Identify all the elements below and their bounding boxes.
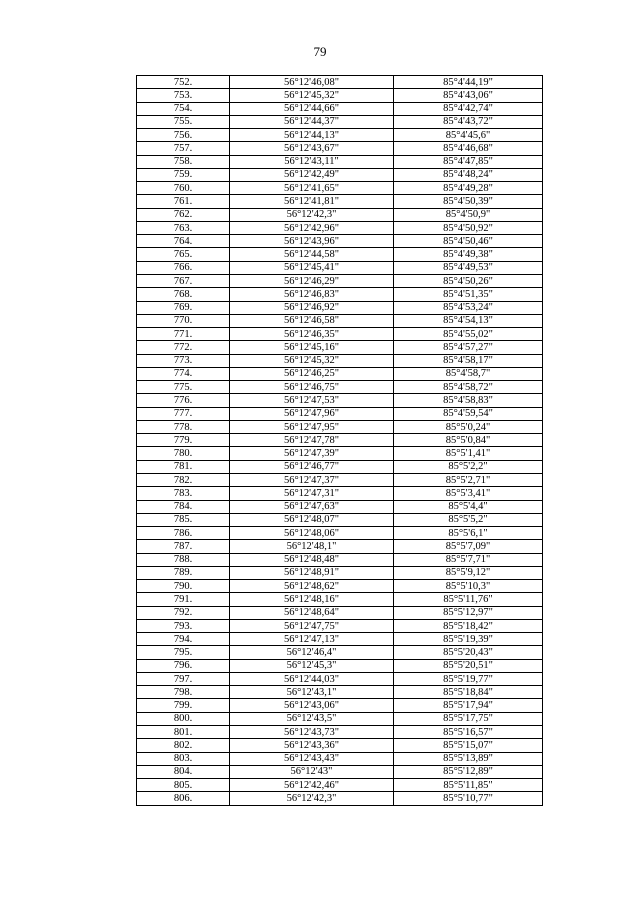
coordinates-table-body (137, 76, 543, 806)
longitude-cell: 85°4'58,83" (394, 394, 543, 407)
latitude-cell: 56°12'43,11" (230, 155, 394, 168)
point-number-cell: 771. (137, 328, 230, 341)
table-row (137, 672, 543, 685)
point-number-cell: 772. (137, 341, 230, 354)
table-row (137, 633, 543, 646)
table-row (137, 540, 543, 553)
longitude-cell: 85°5'2,2" (394, 460, 543, 473)
point-number-cell: 763. (137, 221, 230, 234)
point-number-cell: 801. (137, 726, 230, 739)
table-row (137, 89, 543, 102)
table-row (137, 765, 543, 778)
latitude-cell: 56°12'46,58" (230, 314, 394, 327)
point-number-cell: 785. (137, 513, 230, 526)
point-number-cell: 794. (137, 633, 230, 646)
point-number-cell: 773. (137, 354, 230, 367)
longitude-cell: 85°5'18,84" (394, 686, 543, 699)
table-row (137, 155, 543, 168)
table-row (137, 367, 543, 380)
table-row (137, 460, 543, 473)
latitude-cell: 56°12'47,96" (230, 407, 394, 420)
latitude-cell: 56°12'46,29" (230, 274, 394, 287)
longitude-cell: 85°5'16,57" (394, 726, 543, 739)
table-row (137, 699, 543, 712)
table-row (137, 593, 543, 606)
longitude-cell: 85°4'50,46" (394, 235, 543, 248)
table-row (137, 301, 543, 314)
point-number-cell: 761. (137, 195, 230, 208)
point-number-cell: 789. (137, 566, 230, 579)
latitude-cell: 56°12'46,4" (230, 646, 394, 659)
latitude-cell: 56°12'43,36" (230, 739, 394, 752)
point-number-cell: 765. (137, 248, 230, 261)
table-row (137, 659, 543, 672)
table-row (137, 779, 543, 792)
table-row (137, 182, 543, 195)
point-number-cell: 767. (137, 274, 230, 287)
point-number-cell: 756. (137, 129, 230, 142)
table-row (137, 394, 543, 407)
point-number-cell: 777. (137, 407, 230, 420)
longitude-cell: 85°5'9,12" (394, 566, 543, 579)
latitude-cell: 56°12'43,5" (230, 712, 394, 725)
latitude-cell: 56°12'43,1" (230, 686, 394, 699)
point-number-cell: 762. (137, 208, 230, 221)
table-row (137, 434, 543, 447)
longitude-cell: 85°4'51,35" (394, 288, 543, 301)
point-number-cell: 782. (137, 473, 230, 486)
table-row (137, 341, 543, 354)
latitude-cell: 56°12'42,46" (230, 779, 394, 792)
latitude-cell: 56°12'44,03" (230, 672, 394, 685)
point-number-cell: 778. (137, 420, 230, 433)
latitude-cell: 56°12'47,53" (230, 394, 394, 407)
longitude-cell: 85°4'57,27" (394, 341, 543, 354)
table-row (137, 288, 543, 301)
latitude-cell: 56°12'43,06" (230, 699, 394, 712)
latitude-cell: 56°12'48,91" (230, 566, 394, 579)
point-number-cell: 799. (137, 699, 230, 712)
latitude-cell: 56°12'48,62" (230, 580, 394, 593)
longitude-cell: 85°5'20,51" (394, 659, 543, 672)
longitude-cell: 85°5'3,41" (394, 487, 543, 500)
point-number-cell: 775. (137, 381, 230, 394)
table-row (137, 314, 543, 327)
point-number-cell: 776. (137, 394, 230, 407)
table-row (137, 354, 543, 367)
point-number-cell: 804. (137, 765, 230, 778)
longitude-cell: 85°5'19,77" (394, 672, 543, 685)
table-row (137, 580, 543, 593)
point-number-cell: 766. (137, 261, 230, 274)
longitude-cell: 85°5'0,84" (394, 434, 543, 447)
longitude-cell: 85°4'49,38" (394, 248, 543, 261)
table-row (137, 447, 543, 460)
point-number-cell: 802. (137, 739, 230, 752)
longitude-cell: 85°5'2,71" (394, 473, 543, 486)
table-row (137, 168, 543, 181)
longitude-cell: 85°5'10,3" (394, 580, 543, 593)
longitude-cell: 85°5'7,71" (394, 553, 543, 566)
latitude-cell: 56°12'48,48" (230, 553, 394, 566)
table-row (137, 420, 543, 433)
longitude-cell: 85°4'49,53" (394, 261, 543, 274)
latitude-cell: 56°12'42,3" (230, 208, 394, 221)
point-number-cell: 796. (137, 659, 230, 672)
point-number-cell: 803. (137, 752, 230, 765)
point-number-cell: 774. (137, 367, 230, 380)
table-row (137, 261, 543, 274)
latitude-cell: 56°12'47,37" (230, 473, 394, 486)
latitude-cell: 56°12'42,49" (230, 168, 394, 181)
longitude-cell: 85°5'12,97" (394, 606, 543, 619)
table-row (137, 328, 543, 341)
longitude-cell: 85°5'4,4" (394, 500, 543, 513)
point-number-cell: 784. (137, 500, 230, 513)
longitude-cell: 85°4'55,02" (394, 328, 543, 341)
longitude-cell: 85°5'10,77" (394, 792, 543, 805)
longitude-cell: 85°4'48,24" (394, 168, 543, 181)
point-number-cell: 755. (137, 115, 230, 128)
latitude-cell: 56°12'43,43" (230, 752, 394, 765)
latitude-cell: 56°12'46,83" (230, 288, 394, 301)
longitude-cell: 85°4'43,06" (394, 89, 543, 102)
point-number-cell: 781. (137, 460, 230, 473)
table-row (137, 513, 543, 526)
longitude-cell: 85°4'43,72" (394, 115, 543, 128)
longitude-cell: 85°4'44,19" (394, 76, 543, 89)
table-row (137, 646, 543, 659)
longitude-cell: 85°5'19,39" (394, 633, 543, 646)
point-number-cell: 798. (137, 686, 230, 699)
latitude-cell: 56°12'46,08" (230, 76, 394, 89)
table-row (137, 274, 543, 287)
latitude-cell: 56°12'44,58" (230, 248, 394, 261)
point-number-cell: 770. (137, 314, 230, 327)
latitude-cell: 56°12'43" (230, 765, 394, 778)
point-number-cell: 764. (137, 235, 230, 248)
longitude-cell: 85°4'53,24" (394, 301, 543, 314)
latitude-cell: 56°12'43,67" (230, 142, 394, 155)
table-row (137, 712, 543, 725)
latitude-cell: 56°12'45,32" (230, 354, 394, 367)
latitude-cell: 56°12'44,66" (230, 102, 394, 115)
point-number-cell: 754. (137, 102, 230, 115)
latitude-cell: 56°12'47,78" (230, 434, 394, 447)
point-number-cell: 793. (137, 619, 230, 632)
longitude-cell: 85°5'1,41" (394, 447, 543, 460)
table-row (137, 235, 543, 248)
point-number-cell: 783. (137, 487, 230, 500)
longitude-cell: 85°5'11,85" (394, 779, 543, 792)
table-row (137, 792, 543, 805)
point-number-cell: 769. (137, 301, 230, 314)
point-number-cell: 788. (137, 553, 230, 566)
point-number-cell: 780. (137, 447, 230, 460)
latitude-cell: 56°12'46,75" (230, 381, 394, 394)
latitude-cell: 56°12'46,35" (230, 328, 394, 341)
latitude-cell: 56°12'47,95" (230, 420, 394, 433)
table-row (137, 142, 543, 155)
table-row (137, 752, 543, 765)
longitude-cell: 85°5'7,09" (394, 540, 543, 553)
longitude-cell: 85°4'58,17" (394, 354, 543, 367)
longitude-cell: 85°4'58,72" (394, 381, 543, 394)
longitude-cell: 85°5'20,43" (394, 646, 543, 659)
longitude-cell: 85°5'15,07" (394, 739, 543, 752)
latitude-cell: 56°12'48,07" (230, 513, 394, 526)
latitude-cell: 56°12'42,96" (230, 221, 394, 234)
latitude-cell: 56°12'46,77" (230, 460, 394, 473)
latitude-cell: 56°12'46,25" (230, 367, 394, 380)
longitude-cell: 85°5'6,1" (394, 527, 543, 540)
table-row (137, 473, 543, 486)
latitude-cell: 56°12'43,96" (230, 235, 394, 248)
longitude-cell: 85°4'54,13" (394, 314, 543, 327)
table-row (137, 129, 543, 142)
latitude-cell: 56°12'45,32" (230, 89, 394, 102)
latitude-cell: 56°12'46,92" (230, 301, 394, 314)
longitude-cell: 85°4'42,74" (394, 102, 543, 115)
longitude-cell: 85°5'11,76" (394, 593, 543, 606)
longitude-cell: 85°4'50,92" (394, 221, 543, 234)
table-row (137, 195, 543, 208)
latitude-cell: 56°12'47,31" (230, 487, 394, 500)
latitude-cell: 56°12'47,13" (230, 633, 394, 646)
table-row (137, 221, 543, 234)
longitude-cell: 85°4'50,26" (394, 274, 543, 287)
longitude-cell: 85°5'13,89" (394, 752, 543, 765)
point-number-cell: 753. (137, 89, 230, 102)
point-number-cell: 806. (137, 792, 230, 805)
latitude-cell: 56°12'41,65" (230, 182, 394, 195)
longitude-cell: 85°5'0,24" (394, 420, 543, 433)
point-number-cell: 768. (137, 288, 230, 301)
latitude-cell: 56°12'45,3" (230, 659, 394, 672)
latitude-cell: 56°12'42,3" (230, 792, 394, 805)
point-number-cell: 759. (137, 168, 230, 181)
longitude-cell: 85°4'47,85" (394, 155, 543, 168)
longitude-cell: 85°5'17,94" (394, 699, 543, 712)
latitude-cell: 56°12'45,41" (230, 261, 394, 274)
point-number-cell: 800. (137, 712, 230, 725)
latitude-cell: 56°12'41,81" (230, 195, 394, 208)
point-number-cell: 805. (137, 779, 230, 792)
latitude-cell: 56°12'48,16" (230, 593, 394, 606)
table-row (137, 102, 543, 115)
longitude-cell: 85°4'45,6" (394, 129, 543, 142)
latitude-cell: 56°12'43,73" (230, 726, 394, 739)
table-row (137, 248, 543, 261)
point-number-cell: 757. (137, 142, 230, 155)
longitude-cell: 85°5'17,75" (394, 712, 543, 725)
latitude-cell: 56°12'45,16" (230, 341, 394, 354)
longitude-cell: 85°5'18,42" (394, 619, 543, 632)
table-row (137, 726, 543, 739)
table-row (137, 606, 543, 619)
page-number: 79 (313, 44, 327, 59)
longitude-cell: 85°4'59,54" (394, 407, 543, 420)
latitude-cell: 56°12'48,06" (230, 527, 394, 540)
point-number-cell: 760. (137, 182, 230, 195)
latitude-cell: 56°12'47,75" (230, 619, 394, 632)
table-row (137, 553, 543, 566)
latitude-cell: 56°12'44,37" (230, 115, 394, 128)
table-row (137, 566, 543, 579)
latitude-cell: 56°12'48,1" (230, 540, 394, 553)
longitude-cell: 85°4'50,39" (394, 195, 543, 208)
longitude-cell: 85°5'5,2" (394, 513, 543, 526)
table-row (137, 686, 543, 699)
table-row (137, 527, 543, 540)
longitude-cell: 85°4'49,28" (394, 182, 543, 195)
longitude-cell: 85°4'46,68" (394, 142, 543, 155)
point-number-cell: 790. (137, 580, 230, 593)
table-row (137, 619, 543, 632)
latitude-cell: 56°12'48,64" (230, 606, 394, 619)
table-row (137, 487, 543, 500)
point-number-cell: 797. (137, 672, 230, 685)
table-row (137, 76, 543, 89)
longitude-cell: 85°4'58,7" (394, 367, 543, 380)
latitude-cell: 56°12'47,63" (230, 500, 394, 513)
table-row (137, 115, 543, 128)
point-number-cell: 786. (137, 527, 230, 540)
latitude-cell: 56°12'47,39" (230, 447, 394, 460)
longitude-cell: 85°5'12,89" (394, 765, 543, 778)
point-number-cell: 792. (137, 606, 230, 619)
point-number-cell: 779. (137, 434, 230, 447)
table-row (137, 739, 543, 752)
table-row (137, 500, 543, 513)
point-number-cell: 795. (137, 646, 230, 659)
longitude-cell: 85°4'50,9" (394, 208, 543, 221)
point-number-cell: 787. (137, 540, 230, 553)
point-number-cell: 752. (137, 76, 230, 89)
table-row (137, 407, 543, 420)
latitude-cell: 56°12'44,13" (230, 129, 394, 142)
coordinates-table (136, 75, 543, 806)
point-number-cell: 791. (137, 593, 230, 606)
table-row (137, 381, 543, 394)
table-row (137, 208, 543, 221)
point-number-cell: 758. (137, 155, 230, 168)
